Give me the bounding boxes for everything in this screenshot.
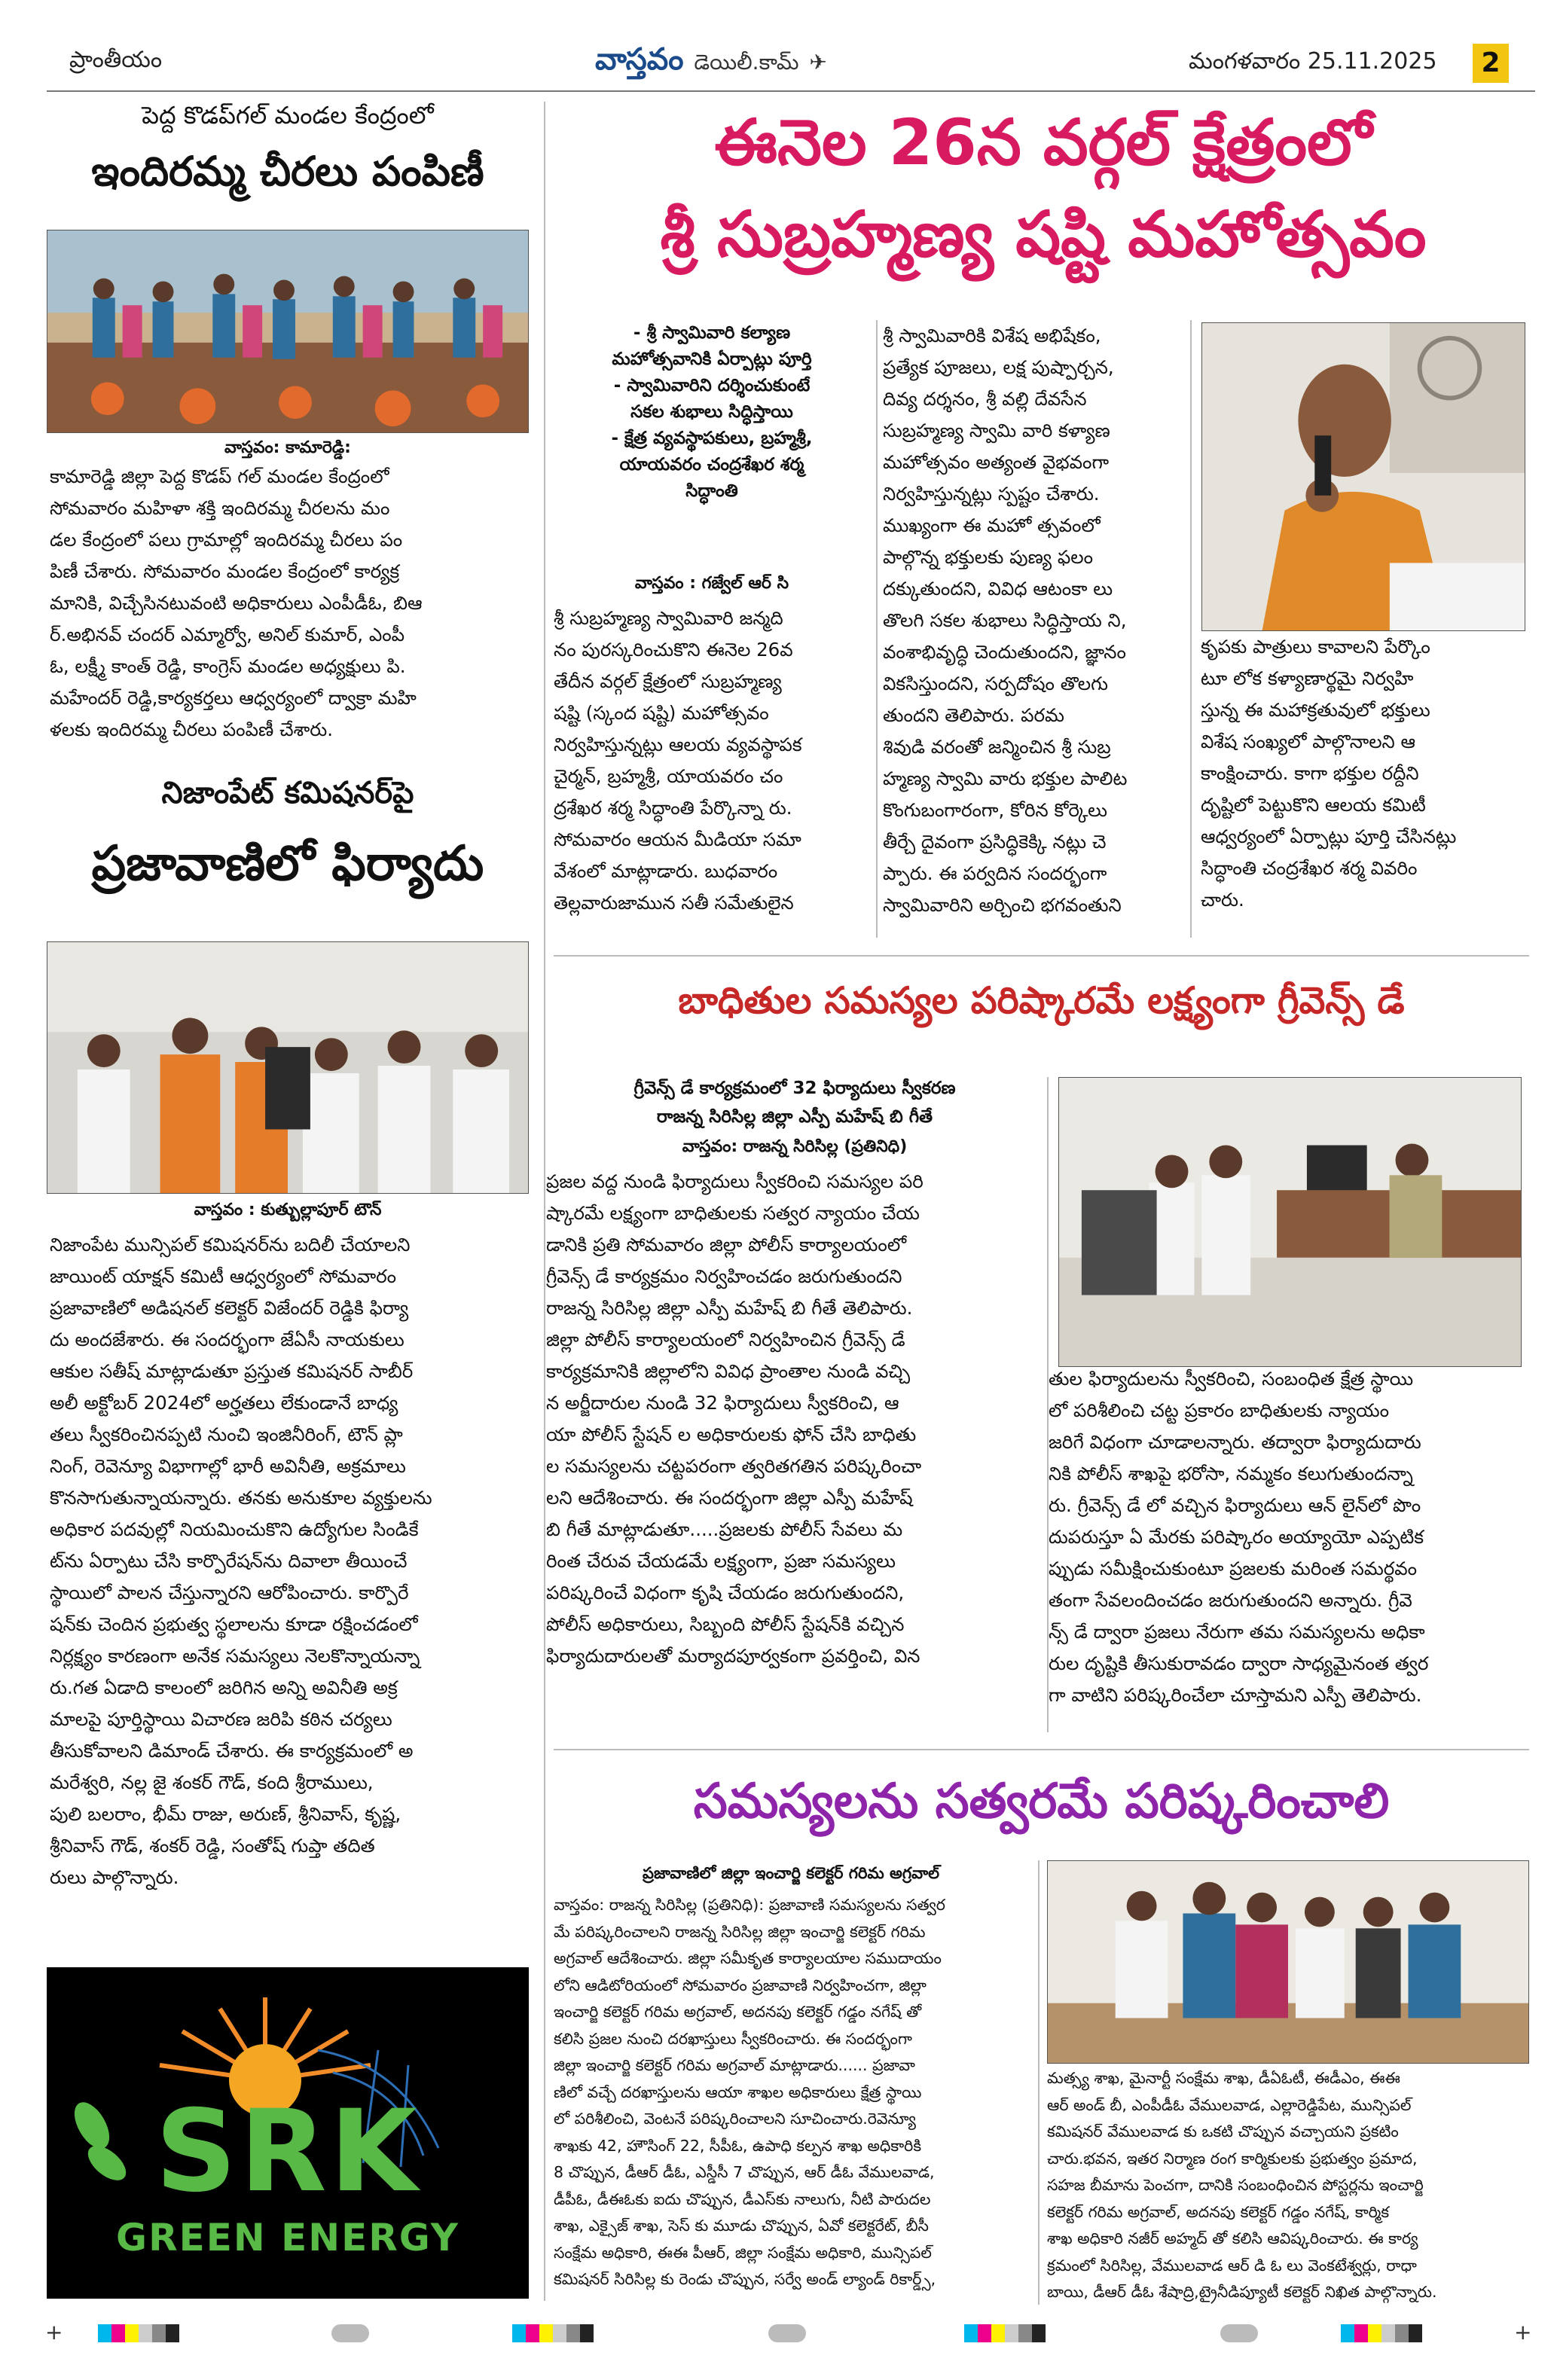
registration-pill (1220, 2324, 1258, 2345)
story3-line: ప్రత్యేక పూజలు, లక్ష పుష్పార్చన, (883, 356, 1114, 378)
story3-line: శివుడి వరంతో జన్మించిన శ్రీ సుబ్ర (883, 736, 1111, 758)
story2-line: షన్‌కు చెందిన ప్రభుత్వ స్థలాలను కూడా రక్షించడంలో (50, 1613, 418, 1635)
story1-line: పిణీ చేశారు. సోమవారం మండల కేంద్రంలో కార్యక్ర (50, 560, 400, 582)
story2-line: కొనసాగుతున్నాయన్నారు. తనకు అనుకూల వ్యక్తులను (50, 1487, 432, 1509)
story3-line: దృష్టిలో పెట్టుకొని ఆలయ కమిటీ (1201, 794, 1426, 816)
story4-col2 (1049, 1363, 1528, 1711)
story3-line: ప్పారు. ఈ పర్వదిన సందర్భంగా (883, 862, 1107, 884)
story5-line: కమిషనర్ వేములవాడ కు ఒకటి చొప్పున వచ్చాయని ప్రకటిం (1047, 2122, 1399, 2140)
story2-line: దు అందజేశారు. ఈ సందర్భంగా జేఏసీ నాయకులు (50, 1329, 405, 1350)
story4-line: పోలీస్ అధికారులు, సిబ్బంది పోలీస్ స్టేషన్‌కి వచ్చిన (546, 1613, 905, 1635)
registration-cross-icon: + (1514, 2320, 1532, 2345)
story2-line: జాయింట్ యాక్షన్ కమిటీ ఆధ్వర్యంలో సోమవారం (50, 1265, 397, 1287)
story2-line: శ్రీనివాస్ గౌడ్, శంకర్ రెడ్డి, సంతోష్ గుప్తా తదిత (50, 1835, 375, 1857)
story3-line: షష్టి (స్కంద షష్టి) మహోత్సవం (554, 702, 769, 724)
story2-line: స్థాయిలో పాలన చేస్తున్నారని ఆరోపించారు. కార్పొరే (50, 1582, 409, 1603)
paper-name: వాస్తవం (595, 42, 684, 77)
story2-line: అలీ అక్టోబర్ 2024లో అర్హతలు లేకుండానే బాధ్య (50, 1392, 398, 1414)
story5-line: శాఖ, ఎక్సైజ్ శాఖ, సెస్ కు మూడు చొప్పున, ఏవో కలెక్టరేట్, బీసీ (554, 2217, 929, 2235)
story3-col2 (883, 320, 1184, 921)
story3-col3 (1201, 631, 1528, 916)
story4-line: జరిగే విధంగా చూడాలన్నారు. తద్వారా ఫిర్యాదుదారు (1049, 1431, 1421, 1453)
section-name: ప్రాంతీయం (69, 47, 163, 73)
story5-line: సంక్షేమ అధికారి, ఈఈ పీఆర్, జిల్లా సంక్షేమ అధికారి, మున్సిపల్ (554, 2243, 932, 2262)
story5-line: జిల్లా ఇంచార్జి కలెక్టర్ గరిమ అగ్రవాల్ మాట్లాడారు...... ప్రజావా (554, 2056, 915, 2074)
story3-line: వేశంలో మాట్లాడారు. బుధవారం (554, 860, 778, 882)
story4-line: గ్రీవెన్స్ డే కార్యక్రమం నిర్వహించడం జరుగుతుందని (546, 1265, 902, 1287)
story3-line: తెల్లవారుజామున సతీ సమేతులైన (554, 892, 794, 914)
story3-line: కృపకు పాత్రులు కావాలని పేర్కొం (1201, 636, 1430, 658)
story4-line: ప్పుడు సమీక్షించుకుంటూ ప్రజలకు మరింత సమర్థవం (1049, 1558, 1418, 1579)
story2-line: నిజాంపేట మున్సిపల్ కమిషనర్‌ను బదిలీ చేయాలని (50, 1234, 411, 1256)
story2-line: రు.గత ఏడాది కాలంలో జరిగిన అన్ని అవినీతి అక్ర (50, 1677, 398, 1698)
story1-photo (47, 230, 529, 433)
story3-line: కాంక్షించారు. కాగా భక్తుల రద్దీని (1201, 762, 1419, 784)
story4-line: లని ఆదేశించారు. ఈ సందర్భంగా జిల్లా ఎస్పీ మహేష్ (546, 1487, 913, 1509)
story3-line: స్వామివారిని అర్చించి భగవంతుని (883, 894, 1122, 916)
story2-photo (47, 941, 529, 1194)
story3-line: టూ లోక కళ్యాణార్థమై నిర్వహి (1201, 667, 1414, 689)
story3-line: శ్రీ సుబ్రహ్మణ్య స్వామివారి జన్మది (554, 607, 783, 629)
story3-highlights (554, 320, 870, 505)
srk-green-energy-ad (47, 1967, 529, 2299)
story-saree-distribution (47, 98, 529, 206)
story4-line: రింత చేరువ చేయడమే లక్ష్యంగా, ప్రజా సమస్యలు (546, 1550, 896, 1572)
story3-highlight: యాయవరం చంద్రశేఖర శర్మ (619, 455, 804, 474)
story3-highlight: సిద్ధాంతి (685, 481, 738, 501)
story2-line: మాలపై పూర్తిస్థాయి విచారణ జరిపి కఠిన చర్యలు (50, 1708, 392, 1730)
story4-line: పరిష్కరించే విధంగా కృషి చేయడం జరుగుతుందని, (546, 1582, 905, 1603)
masthead (595, 42, 827, 84)
story3-line: సుబ్రహ్మణ్య స్వామి వారి కళ్యాణ (883, 420, 1110, 441)
story3-highlight: మహోత్సవానికి ఏర్పాట్లు పూర్తి (612, 349, 812, 369)
story5-subhead: ప్రజావాణిలో జిల్లా ఇంచార్జి కలెక్టర్ గరిమ అగ్రవాల్ (643, 1864, 939, 1882)
registration-pill (768, 2324, 806, 2345)
story3-line: కొంగుబంగారంగా, కోరిన కోర్కెలు (883, 799, 1107, 821)
story3-headline-line2: శ్రీ సుబ్రహ్మణ్య షష్టి మహోత్సవం (660, 197, 1427, 271)
story2-line: ఆకుల సతీష్ మాట్లాడుతూ ప్రస్తుత కమిషనర్ సాబీర్ (50, 1360, 414, 1382)
column-divider (544, 102, 545, 2301)
story5-col2 (1047, 2065, 1529, 2306)
story5-line: సహజ బీమాను పెంచగా, దానికి సంబంధించిన పోస్టర్లను ఇంచార్జి (1047, 2176, 1424, 2194)
story4-dateline: వాస్తవం: రాజన్న సిరిసిల్ల (ప్రతినిధి) (682, 1137, 908, 1156)
story3-line: తొలగి సకల శుభాలు సిద్ధిస్తాయ ని, (883, 609, 1127, 631)
story3-line: దక్కుతుందని, వివిధ ఆటంకా లు (883, 578, 1113, 600)
story4-line: రాజన్న సిరిసిల్ల జిల్లా ఎస్పీ మహేష్ బి గీతే తెలిపారు. (546, 1297, 913, 1319)
story3-highlight: - శ్రీ స్వామివారి కల్యాణ (633, 323, 791, 343)
story4-line: రుల దృష్టికి తీసుకురావడం ద్వారా సాధ్యమైనంత త్వర (1049, 1652, 1429, 1674)
story4-line: లో పరిశీలించి చట్ట ప్రకారం బాధితులకు న్యాయం (1049, 1399, 1390, 1421)
story4-line: దుపరుస్తూ ఏ మేరకు పరిష్కారం అయ్యాయో ఎప్పటిక (1049, 1526, 1424, 1548)
story4-line: తుల ఫిర్యాదులను స్వీకరించి, సంబంధిత క్షేత్ర స్థాయి (1049, 1368, 1414, 1390)
story5-line: లోని ఆడిటోరియంలో సోమవారం ప్రజావాణి నిర్వహించగా, జిల్లా (554, 1976, 927, 1994)
story5-headline: సమస్యలను సత్వరమే పరిష్కరించాలి (693, 1774, 1390, 1829)
story3-line: సోమవారం ఆయన మీడియా సమా (554, 828, 801, 850)
story4-photo (1058, 1077, 1522, 1367)
story2-line: మరేశ్వరి, నల్ల జై శంకర్ గౌడ్, కంది శ్రీరాములు, (50, 1771, 374, 1793)
story3-headline-line1: ఈనెల 26న వర్గల్ క్షేత్రంలో (714, 105, 1372, 179)
story2-line: ట్‌ను ఏర్పాటు చేసి కార్పొరేషన్‌ను దివాలా తీయించే (50, 1550, 408, 1572)
story1-line: ర్.అభినవ్ చందర్ ఎమ్మార్వో, అనిల్ కుమార్, ఎంపీ (50, 624, 405, 645)
story1-dateline: వాస్తవం: కామారెడ్డి: (224, 438, 351, 457)
story2-body (50, 1229, 526, 1893)
story4-line: న అర్జీదారుల నుండి 32 ఫిర్యాదులు స్వీకరించి, ఆ (546, 1392, 899, 1414)
story3-line: నిర్వహిస్తున్నట్లు ఆలయ వ్యవస్థాపక (554, 734, 802, 755)
story5-line: శాఖకు 42, హౌసింగ్ 22, సీపీఓ, ఉపాధి కల్పన శాఖ అధికారికి (554, 2136, 922, 2155)
story1-headline: ఇందిరమ్మ చీరలు పంపిణీ (91, 148, 484, 195)
story4-headline: బాధితుల సమస్యల పరిష్కారమే లక్ష్యంగా గ్రీవెన్స్ డే (678, 979, 1405, 1022)
section-divider (554, 955, 1529, 957)
story3-highlight: సకల శుభాలు సిద్ధిస్తాయి (630, 402, 793, 422)
story1-line: మానికి, విచ్చేసినటువంటి అధికారులు ఎంపీడీఓ, బిఆ (50, 592, 423, 614)
story3-highlight: - స్వామివారిని దర్శించుకుంటే (613, 376, 811, 395)
story1-kicker: పెద్ద కొడప్‌గల్ మండల కేంద్రంలో (142, 101, 434, 130)
story3-line: చారు. (1201, 889, 1244, 911)
story5-line: ణిలో వచ్చే దరఖాస్తులను ఆయా శాఖల అధికారులు క్షేత్ర స్థాయి (554, 2082, 922, 2101)
story4-line: జిల్లా పోలీస్ కార్యాలయంలో నిర్వహించిన గ్రీవెన్స్ డే (546, 1329, 905, 1350)
story3-line: ముఖ్యంగా ఈ మహో త్సవంలో (883, 514, 1101, 536)
story2-dateline: వాస్తవం : కుత్బుల్లాపూర్ టౌన్ (194, 1201, 382, 1219)
paper-sub: డెయిలీ.కామ్ (694, 50, 799, 75)
issue-date: మంగళవారం 25.11.2025 (1189, 48, 1437, 75)
story5-line: అగ్రవాల్ ఆదేశించారు. జిల్లా సమీకృత కార్యాలయాల సముదాయం (554, 1949, 942, 1967)
story3-line: విశేష సంఖ్యలో పాల్గొనాలని ఆ (1201, 731, 1416, 752)
story1-line: ఓ, లక్ష్మీ కాంత్ రెడ్డి, కాంగ్రెస్ మండల అధ్యక్షులు పి. (50, 655, 406, 677)
column-divider (1190, 320, 1192, 938)
color-bar (964, 2324, 1046, 2342)
story2-line: రులు పాల్గొన్నారు. (50, 1866, 179, 1888)
story5-line: మే పరిష్కరించాలని రాజన్న సిరిసిల్ల జిల్లా ఇంచార్జి కలెక్టర్ గరిమ (554, 1922, 926, 1941)
story1-line: సోమవారం మహిళా శక్తి ఇందిరమ్మ చీరలను మం (50, 497, 390, 519)
bird-icon: ✈ (809, 50, 827, 75)
story3-dateline: వాస్తవం : గజ్వేల్ ఆర్ సి (634, 574, 789, 593)
story4-line: యా పోలీస్ స్టేషన్ ల అధికారులకు ఫోన్ చేసి బాధితు (546, 1423, 917, 1445)
story4-line: రు. గ్రీవెన్స్ డే లో వచ్చిన ఫిర్యాదులు ఆన్ లైన్‌లో పొం (1049, 1494, 1421, 1516)
story1-body (50, 461, 526, 746)
registration-pill (331, 2324, 369, 2345)
story5-line: 8 చొప్పున, డీఆర్ డీఓ, ఎస్డీసీ 7 చొప్పున, ఆర్ డీఓ వేములవాడ, (554, 2163, 935, 2181)
story2-headline: ప్రజావాణిలో ఫిర్యాదు (91, 836, 484, 892)
story5-line: మత్స్య శాఖ, మైనార్టీ సంక్షేమ శాఖ, డీఏఓటీ, ఈడీఎం, ఈఈ (1047, 2069, 1400, 2087)
story3-line: ద్రశేఖర శర్మ సిద్ధాంతి పేర్కొన్నా రు. (554, 797, 792, 819)
story5-line: శాఖ అధికారి నజీర్ అహ్మద్ తో కలిసి ఆవిష్కరించారు. ఈ కార్య (1047, 2229, 1418, 2247)
story1-line: కామారెడ్డి జిల్లా పెద్ద కొడప్ గల్ మండల కేంద్రంలో (50, 465, 389, 487)
story5-line: కమిషనర్ సిరిసిల్ల కు రెండు చొప్పున, సర్వే అండ్ ల్యాండ్ రికార్డ్స్, (554, 2270, 936, 2288)
story3-line: స్తున్న ఈ మహాక్రతువులో భక్తులు (1201, 699, 1430, 721)
page-number: 2 (1473, 44, 1509, 83)
story4-line: ష్కారమే లక్ష్యంగా బాధితులకు సత్వర న్యాయం చేయ (546, 1202, 920, 1224)
story4-col1 (546, 1166, 1043, 1672)
story4-line: గా వాటిని పరిష్కరించేలా చూస్తామని ఎస్పీ తెలిపారు. (1049, 1684, 1422, 1706)
story2-line: నింగ్, రెవెన్యూ విభాగాల్లో భారీ అవినీతి, అక్రమాలు (50, 1455, 406, 1477)
story4-line: కార్యక్రమానికి జిల్లాలోని వివిధ ప్రాంతాల నుండి వచ్చి (546, 1360, 911, 1382)
story5-line: ఆర్ అండ్ బీ, ఎంపీడీఓ వేములవాడ, ఎల్లారెడ్డిపేట, మున్సిపల్ (1047, 2095, 1412, 2114)
story1-line: డల కేంద్రంలో పలు గ్రామాల్లో ఇందిరమ్మ చీరలు పం (50, 529, 403, 551)
story2-kicker: నిజాంపేట్ కమిషనర్‌పై (161, 776, 414, 810)
story2-line: ప్రజావాణిలో అడిషనల్ కలెక్టర్ విజేందర్ రెడ్డికి ఫిర్యా (50, 1297, 409, 1319)
story3-line: నం పురస్కరించుకొని ఈనెల 26వ (554, 639, 793, 661)
story3-line: మహోత్సవం అత్యంత వైభవంగా (883, 451, 1110, 473)
story1-line: మహేందర్ రెడ్డి,కార్యకర్తలు ఆధ్వర్యంలో ద్వాక్రా మహి (50, 687, 417, 709)
story2-line: పులి బలరాం, భీమ్ రాజు, అరుణ్, శ్రీనివాస్, కృష్ణ, (50, 1803, 401, 1825)
story5-photo (1047, 1860, 1529, 2064)
story5-col1 (554, 1892, 1030, 2293)
story3-line: వంశాభివృద్ధి చెందుతుందని, జ్ఞానం (883, 641, 1126, 663)
story3-col1 (554, 603, 870, 919)
story3-line: తీర్చే దైవంగా ప్రసిద్ధికెక్కి నట్లు చె (883, 831, 1107, 853)
ad-logo: SRK (155, 2086, 420, 2217)
ad-tagline: GREEN ENERGY (116, 2216, 459, 2259)
story3-line: పాల్గొన్న భక్తులకు పుణ్య ఫలం (883, 546, 1094, 568)
story5-line: ఇంచార్జి కలెక్టర్ గరిమ అగ్రవాల్, అదనపు కలెక్టర్ గడ్డం నగేష్ తో (554, 2003, 922, 2021)
story3-line: దివ్య దర్శనం, శ్రీ వల్లి దేవసేన (883, 388, 1087, 410)
story3-line: శ్రీ స్వామివారికి విశేష అభిషేకం, (883, 325, 1101, 346)
story4-line: బి గీతే మాట్లాడుతూ.....ప్రజలకు పోలీస్ సేవలు మ (546, 1518, 903, 1540)
story3-line: నిర్వహిస్తున్నట్లు స్పష్టం చేశారు. (883, 483, 1100, 505)
story3-line: తుందని తెలిపారు. పరమ (883, 704, 1064, 726)
story4-line: ఫిర్యాదుదారులతో మర్యాదపూర్వకంగా ప్రవర్తించి, విన (546, 1645, 920, 1667)
story5-line: బాయి, డీఆర్ డీఓ శేషాద్రి,ట్రైనీడిప్యూటీ కలెక్టర్ నిఖిత పాల్గొన్నారు. (1047, 2283, 1437, 2301)
story5-line: చారు.భవన, ఇతర నిర్మాణ రంగ కార్మికులకు ప్రభుత్వం ప్రమాద, (1047, 2149, 1418, 2168)
story5-line: కలెక్టర్ గరిమ అగ్రవాల్, అదనపు కలెక్టర్ గడ్డం నగేష్, కార్మిక (1047, 2202, 1390, 2221)
story3-line: హ్మణ్య స్వామి వారు భక్తుల పాలిట (883, 767, 1128, 789)
color-bar (98, 2324, 179, 2342)
story4-line: న్స్ డే ద్వారా ప్రజలు నేరుగా తమ సమస్యలను అధికా (1049, 1621, 1425, 1643)
story4-subhead2: రాజన్న సిరిసిల్ల జిల్లా ఎస్పీ మహేష్ బి గీతే (656, 1107, 933, 1127)
story3-line: ఆధ్వర్యంలో ఏర్పాట్లు పూర్తి చేసినట్లు (1201, 825, 1457, 847)
color-bar (1341, 2324, 1422, 2342)
column-divider (876, 320, 878, 938)
story4-line: డానికి ప్రతి సోమవారం జిల్లా పోలీస్ కార్యాలయంలో (546, 1234, 907, 1256)
story5-line: కలిసి ప్రజల నుంచి దరఖాస్తులు స్వీకరించారు. ఈ సందర్భంగా (554, 2029, 912, 2048)
story4-line: తంగా సేవలందించడం జరుగుతుందని అన్నారు. గ్రీవె (1049, 1589, 1412, 1611)
column-divider (1038, 1860, 1040, 2305)
story3-line: చైర్మన్, బ్రహ్మశ్రీ, యాయవరం చం (554, 765, 783, 787)
story2-line: తలు స్వీకరించినప్పటి నుంచి ఇంజినీరింగ్, టౌన్ ప్లా (50, 1423, 403, 1445)
story5-line: లో పరిశీలించి, వెంటనే పరిష్కరించాలని సూచించారు.రెవెన్యూ (554, 2110, 916, 2128)
story5-line: క్రమంలో సిరిసిల్ల, వేములవాడ ఆర్ డి ఓ లు వెంకటేశ్వర్లు, రాధా (1047, 2256, 1417, 2275)
section-divider (554, 1749, 1529, 1750)
story4-subhead1: గ్రీవెన్స్ డే కార్యక్రమంలో 32 ఫిర్యాదులు స్వీకరణ (633, 1079, 956, 1098)
story5-line: డీపీఓ, డీఈఓకు ఐదు చొప్పున, డీఎస్‌కు నాలుగు, నీటి పారుదల (554, 2189, 931, 2208)
story5-line: వాస్తవం: రాజన్న సిరిసిల్ల (ప్రతినిధి): ప్రజావాణి సమస్యలను సత్వర (554, 1896, 945, 1914)
story3-line: సిద్ధాంతి చంద్రశేఖర శర్మ వివరిం (1201, 857, 1418, 879)
story3-highlight: - క్షేత్ర వ్యవస్థాపకులు, బ్రహ్మశ్రీ, (611, 429, 813, 448)
story2-line: నిర్లక్ష్యం కారణంగా అనేక సమస్యలు నెలకొన్నాయన్నా (50, 1645, 420, 1667)
story4-line: ప్రజల వద్ద నుండి ఫిర్యాదులు స్వీకరించి సమస్యల పరి (546, 1170, 924, 1192)
color-bar (512, 2324, 594, 2342)
story2-line: అధికార పదవుల్లో నియమించుకొని ఉద్యోగుల సిండికే (50, 1518, 419, 1540)
story3-photo (1201, 322, 1525, 631)
story2-line: తీసుకోవాలని డిమాండ్ చేశారు. ఈ కార్యక్రమంలో అ (50, 1740, 414, 1762)
story3-line: వికసిస్తుందని, సర్పదోషం తొలగు (883, 673, 1108, 694)
story3-line: తేదీన వర్గల్ క్షేత్రంలో సుబ్రహ్మణ్య (554, 670, 782, 692)
story4-line: ల సమస్యలను చట్టపరంగా త్వరితగతిన పరిష్కరించా (546, 1455, 922, 1477)
story1-line: ళలకు ఇందిరమ్మ చీరలు పంపిణీ చేశారు. (50, 719, 334, 740)
registration-cross-icon: + (45, 2320, 63, 2345)
story4-line: నికి పోలీస్ శాఖపై భరోసా, నమ్మకం కలుగుతుందన్నా (1049, 1463, 1413, 1484)
